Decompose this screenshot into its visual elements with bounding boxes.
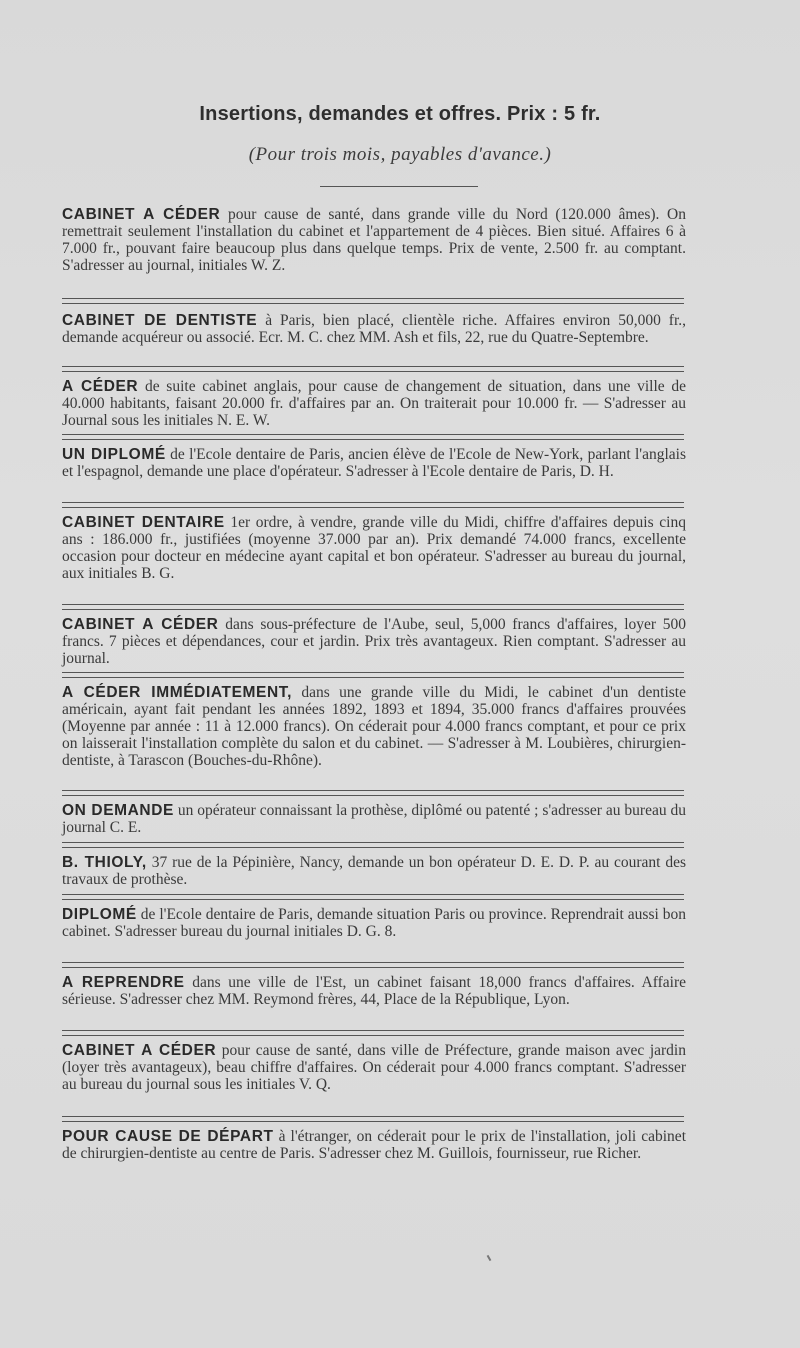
ad-text: à l'étranger, on céderait pour le prix de l'installation, joli cabinet de chirurgien-dentiste au centre de Paris. S'adresser chez M. Guillois, fournisseur, rue Richer. (62, 1128, 686, 1162)
ad-13 (62, 1128, 686, 1162)
ad-text: pour cause de santé, dans ville de Préfecture, grande maison avec jardin (loyer très avantageux), beau chiffre d'affaires. On céderait pour 4.000 francs comptant. S'adresser au bureau du journal sous les initiales V. Q. (62, 1042, 686, 1093)
ad-text: de suite cabinet anglais, pour cause de changement de situation, dans une ville de 40.000 habitants, faisant 20.000 fr. d'affaires par an. On traiterait pour 10.000 fr. — S'adresser au Journal sous les initiales N. E. W. (62, 378, 686, 429)
ad-6 (62, 616, 686, 667)
ad-lead: B. THIOLY, (62, 854, 147, 871)
paper-speck (487, 1255, 492, 1261)
ad-text: pour cause de santé, dans grande ville du Nord (120.000 âmes). On remettrait seulement l'installation du cabinet et l'appartement de 4 pièces. Bien situé. Affaires 6 à 7.000 fr., pouvant faire beaucoup plus dans quelque temps. Prix de vente, 2.500 fr. au comptant. S'adresser au journal, initiales W. Z. (62, 206, 686, 274)
ad-divider (62, 962, 684, 968)
ad-divider (62, 672, 684, 678)
ad-text: dans sous-préfecture de l'Aube, seul, 5,000 francs d'affaires, loyer 500 francs. 7 pièces et dépendances, cour et jardin. Prix très avantageux. Rien comptant. S'adresser au journal. (62, 616, 686, 667)
ad-lead: UN DIPLOMÉ (62, 446, 166, 463)
ad-lead: DIPLOMÉ (62, 906, 137, 923)
ad-4 (62, 446, 686, 480)
ad-text: de l'Ecole dentaire de Paris, ancien élève de l'Ecole de New-York, parlant l'anglais et l'espagnol, demande une place d'opérateur. S'adresser à l'Ecole dentaire de Paris, D. H. (62, 446, 687, 480)
ad-text: dans une ville de l'Est, un cabinet faisant 18,000 francs d'affaires. Affaire sérieuse. S'adresser chez MM. Reymond frères, 44, Place de la République, Lyon. (62, 974, 686, 1008)
ad-text: de l'Ecole dentaire de Paris, demande situation Paris ou province. Reprendrait aussi bon cabinet. S'adresser bureau du journal initiales D. G. 8. (62, 906, 686, 940)
ad-lead: CABINET DENTAIRE (62, 514, 225, 531)
ad-lead: A REPRENDRE (62, 974, 185, 991)
ad-divider (62, 366, 684, 372)
ad-lead: ON DEMANDE (62, 802, 174, 819)
ad-2 (62, 312, 686, 346)
ad-divider (62, 298, 684, 304)
ad-lead: A CÉDER IMMÉDIATEMENT, (62, 684, 293, 701)
ad-divider (62, 842, 684, 848)
ad-12 (62, 1042, 686, 1093)
ad-7 (62, 684, 686, 769)
ad-divider (62, 894, 684, 900)
ad-10 (62, 906, 686, 940)
ad-3 (62, 378, 686, 429)
ad-lead: CABINET A CÉDER (62, 616, 219, 633)
ad-divider (62, 1116, 684, 1122)
ad-11 (62, 974, 686, 1008)
ad-lead: POUR CAUSE DE DÉPART (62, 1128, 274, 1145)
ad-divider (62, 1030, 684, 1036)
ad-5 (62, 514, 686, 582)
ad-lead: CABINET DE DENTISTE (62, 312, 258, 329)
ad-divider (62, 502, 684, 508)
ad-lead: A CÉDER (62, 378, 139, 395)
ad-lead: CABINET A CÉDER (62, 206, 221, 223)
ad-1 (62, 206, 686, 274)
ad-text: 37 rue de la Pépinière, Nancy, demande un bon opérateur D. E. D. P. au courant des travaux de prothèse. (62, 854, 687, 888)
ad-divider (62, 434, 684, 440)
ad-text: dans une grande ville du Midi, le cabinet d'un dentiste américain, ayant fait pendant les années 1892, 1893 et 1894, 35.000 francs d'affaires prouvées (Moyenne par année : 11 à 12.000 francs). On céderait pour 4.000 francs comptant, et pour ce prix on laisserait l'installation complète du salon et du cabinet. — S'adresser à M. Loubières, chirurgien-dentiste, à Tarascon (Bouches-du-Rhône). (62, 684, 686, 769)
ad-lead: CABINET A CÉDER (62, 1042, 217, 1059)
ad-text: à Paris, bien placé, clientèle riche. Affaires environ 50,000 fr., demande acquéreur ou associé. Ecr. M. C. chez MM. Ash et fils, 22, rue du Quatre-Septembre. (62, 312, 686, 346)
page-subtitle: (Pour trois mois, payables d'avance.) (248, 144, 552, 165)
ad-8 (62, 802, 686, 836)
title-divider (320, 186, 478, 187)
page-title: Insertions, demandes et offres. Prix : 5 fr. (199, 103, 601, 125)
ad-divider (62, 790, 684, 796)
ad-divider (62, 604, 684, 610)
ad-text: 1er ordre, à vendre, grande ville du Midi, chiffre d'affaires depuis cinq ans : 186.000 fr., justifiées (moyenne 37.000 par an). Prix demandé 74.000 francs, excellente occasion pour docteur en médecine ayant capital et bon opérateur. S'adresser au bureau du journal, aux initiales B. G. (62, 514, 686, 582)
ad-text: un opérateur connaissant la prothèse, diplômé ou patenté ; s'adresser au bureau du journal C. E. (62, 802, 686, 836)
ad-9 (62, 854, 686, 888)
